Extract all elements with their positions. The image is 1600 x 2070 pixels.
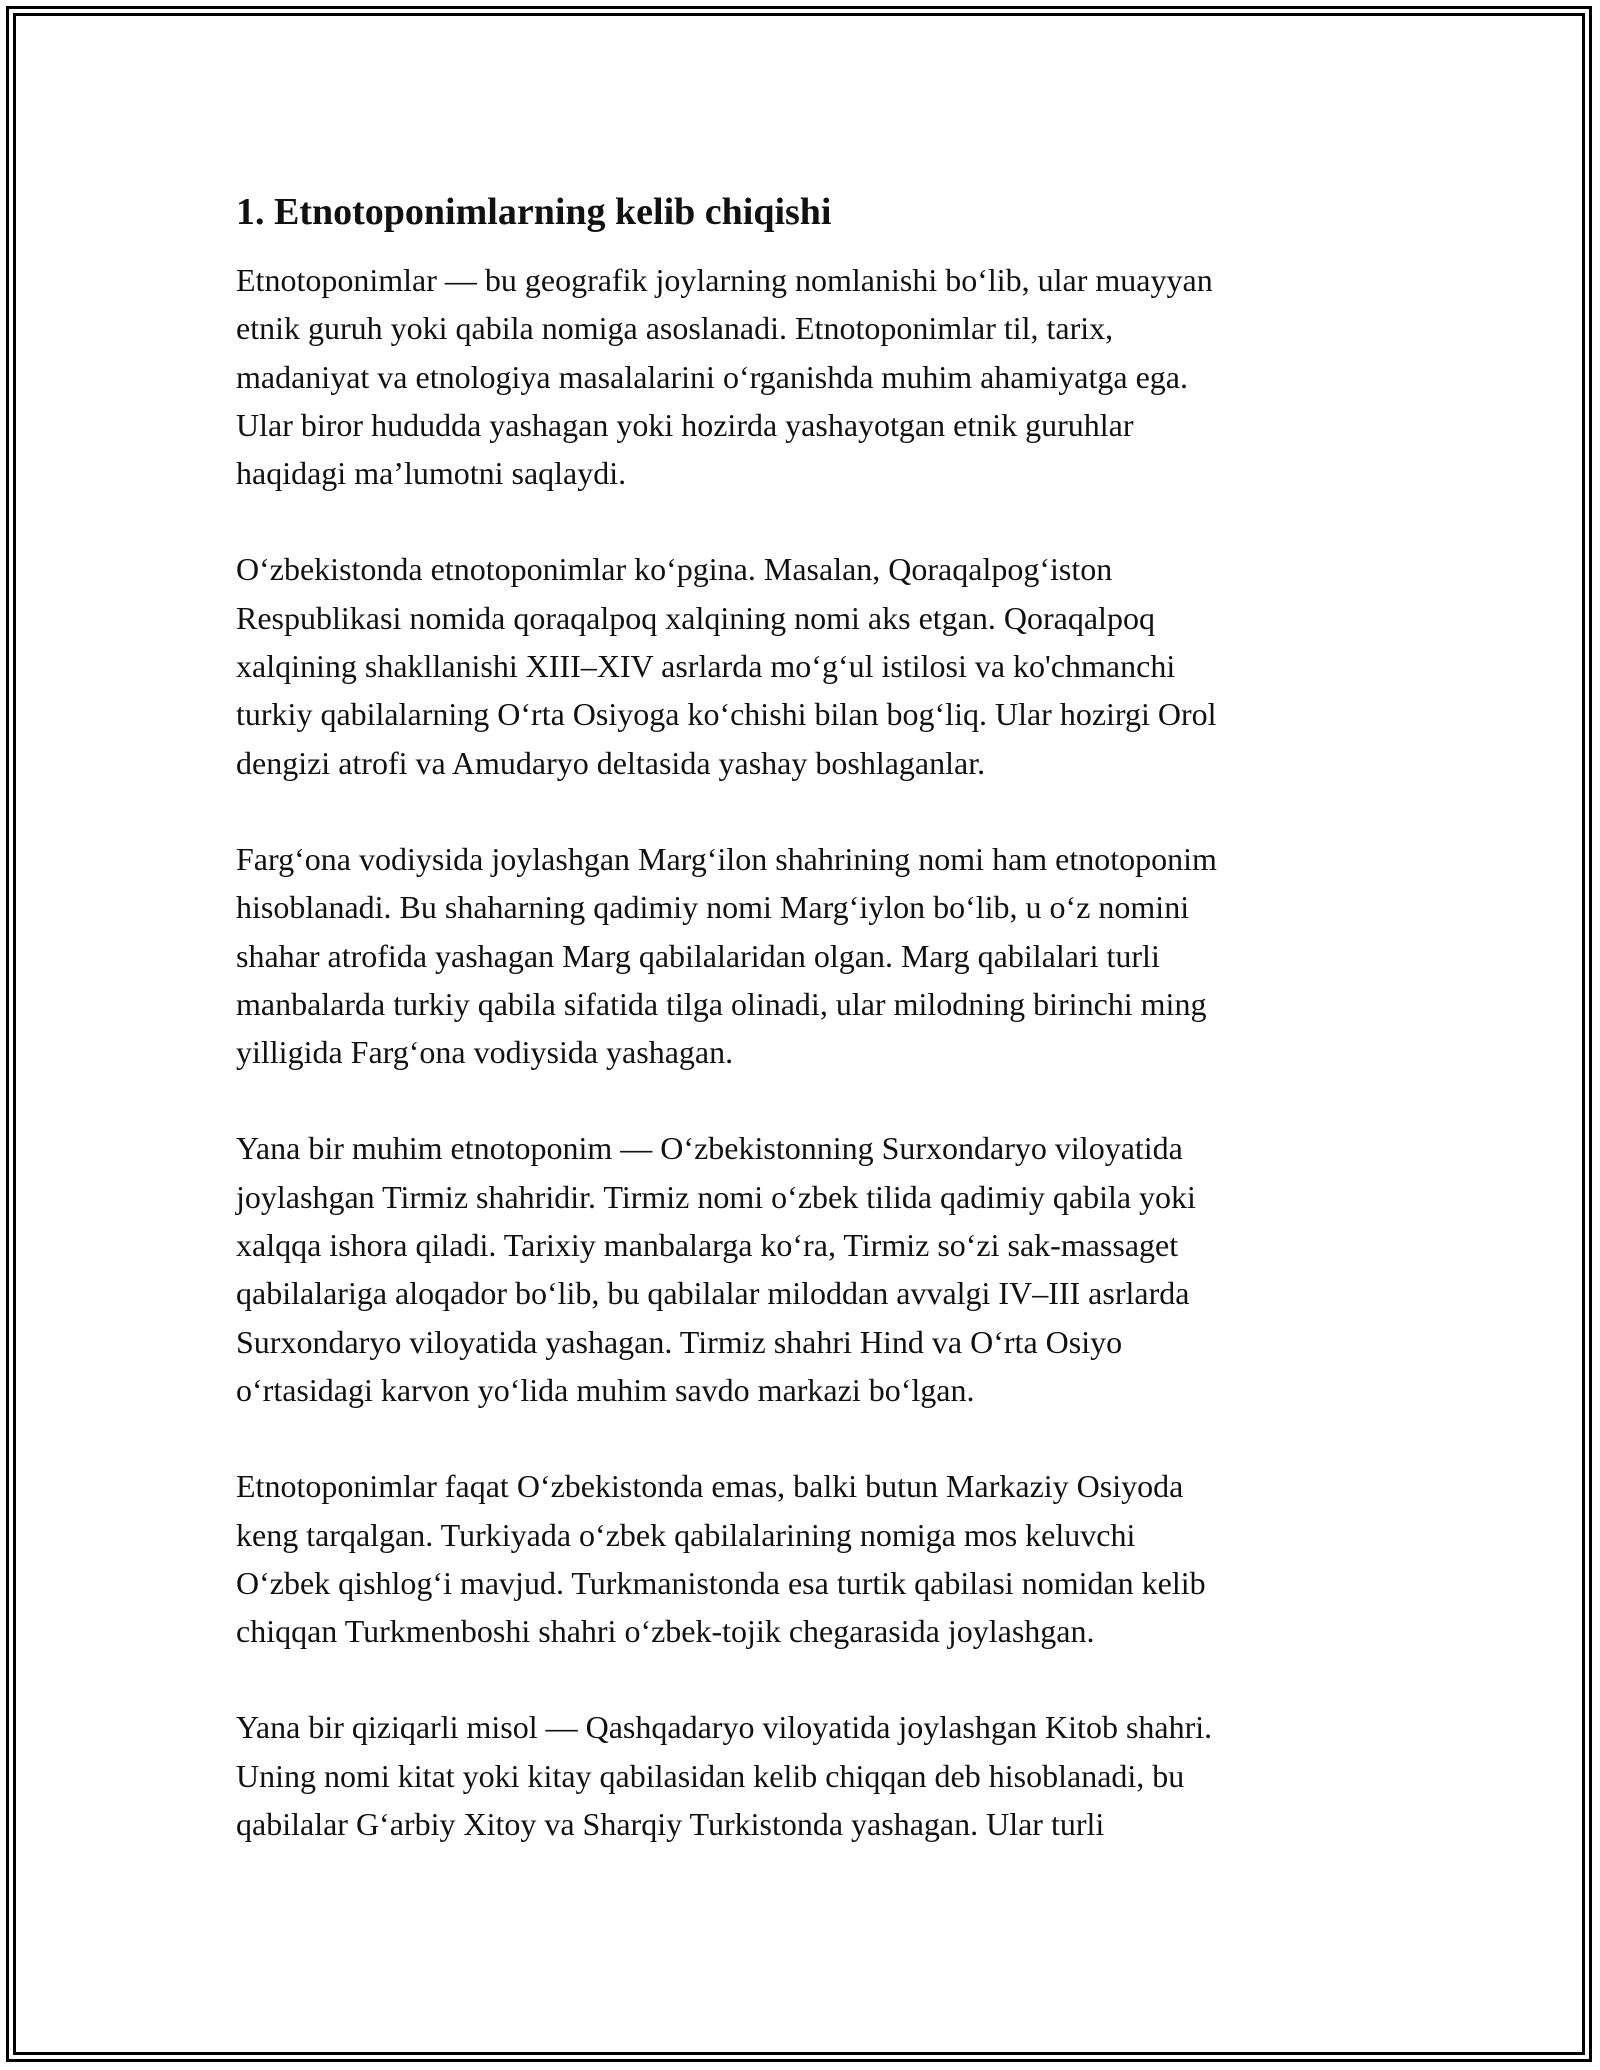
text-line: o‘rtasidagi karvon yo‘lida muhim savdo markazi bo‘lgan. <box>236 1371 975 1408</box>
text-line: Etnotoponimlar faqat O‘zbekistonda emas, balki butun Markaziy Osiyoda <box>236 1468 1184 1505</box>
text-line: haqidagi ma’lumotni saqlaydi. <box>236 455 627 492</box>
paragraph-1 <box>236 256 1376 497</box>
text-line: Yana bir muhim etnotoponim — O‘zbekistonning Surxondaryo viloyatida <box>236 1130 1183 1167</box>
text-line: turkiy qabilalarning O‘rta Osiyoga ko‘chishi bilan bog‘liq. Ular hozirgi Orol <box>236 696 1217 733</box>
paragraph-6 <box>236 1703 1376 1848</box>
text-line: qabilalariga aloqador bo‘lib, bu qabilalar miloddan avvalgi IV–III asrlarda <box>236 1275 1190 1312</box>
text-line: O‘zbekistonda etnotoponimlar ko‘pgina. Masalan, Qoraqalpog‘iston <box>236 551 1113 588</box>
text-line: shahar atrofida yashagan Marg qabilalaridan olgan. Marg qabilalari turli <box>236 937 1160 974</box>
text-line: yilligida Farg‘ona vodiysida yashagan. <box>236 1034 734 1071</box>
text-line: Ular biror hududda yashagan yoki hozirda yashayotgan etnik guruhlar <box>236 406 1134 443</box>
text-line: hisoblanadi. Bu shaharning qadimiy nomi Marg‘iylon bo‘lib, u o‘z nomini <box>236 889 1190 926</box>
text-line: xalqining shakllanishi XIII–XIV asrlarda mo‘g‘ul istilosi va ko'chmanchi <box>236 648 1176 685</box>
paragraph-5 <box>236 1462 1376 1655</box>
text-line: etnik guruh yoki qabila nomiga asoslanadi. Etnotoponimlar til, tarix, <box>236 310 1114 347</box>
text-line: joylashgan Tirmiz shahridir. Tirmiz nomi o‘zbek tilida qadimiy qabila yoki <box>236 1178 1196 1215</box>
text-line: madaniyat va etnologiya masalalarini o‘rganishda muhim ahamiyatga ega. <box>236 358 1188 395</box>
text-line: Farg‘ona vodiysida joylashgan Marg‘ilon shahrining nomi ham etnotoponim <box>236 840 1217 877</box>
text-line: Uning nomi kitat yoki kitay qabilasidan kelib chiqqan deb hisoblanadi, bu <box>236 1757 1185 1794</box>
section-heading: 1. Etnotoponimlarning kelib chiqishi <box>236 191 832 233</box>
text-line: chiqqan Turkmenboshi shahri o‘zbek-tojik chegarasida joylashgan. <box>236 1613 1095 1650</box>
text-line: xalqqa ishora qiladi. Tarixiy manbalarga ko‘ra, Tirmiz so‘zi sak-massaget <box>236 1227 1179 1264</box>
text-line: Surxondaryo viloyatida yashagan. Tirmiz shahri Hind va O‘rta Osiyo <box>236 1323 1123 1360</box>
paragraph-2 <box>236 545 1376 786</box>
text-line: manbalarda turkiy qabila sifatida tilga olinadi, ular milodning birinchi ming <box>236 985 1207 1022</box>
text-line: O‘zbek qishlog‘i mavjud. Turkmanistonda esa turtik qabilasi nomidan kelib <box>236 1564 1206 1601</box>
text-line: dengizi atrofi va Amudaryo deltasida yashay boshlaganlar. <box>236 744 986 781</box>
text-line: keng tarqalgan. Turkiyada o‘zbek qabilalarining nomiga mos keluvchi <box>236 1516 1136 1553</box>
text-line: Respublikasi nomida qoraqalpoq xalqining nomi aks etgan. Qoraqalpoq <box>236 599 1155 636</box>
document-page <box>236 186 1376 1896</box>
text-line: Etnotoponimlar — bu geografik joylarning nomlanishi bo‘lib, ular muayyan <box>236 262 1213 298</box>
paragraph-3 <box>236 835 1376 1076</box>
text-line: Yana bir qiziqarli misol — Qashqadaryo viloyatida joylashgan Kitob shahri. <box>236 1709 1213 1746</box>
paragraph-4 <box>236 1124 1376 1414</box>
text-line: qabilalar G‘arbiy Xitoy va Sharqiy Turkistonda yashagan. Ular turli <box>236 1806 1105 1843</box>
